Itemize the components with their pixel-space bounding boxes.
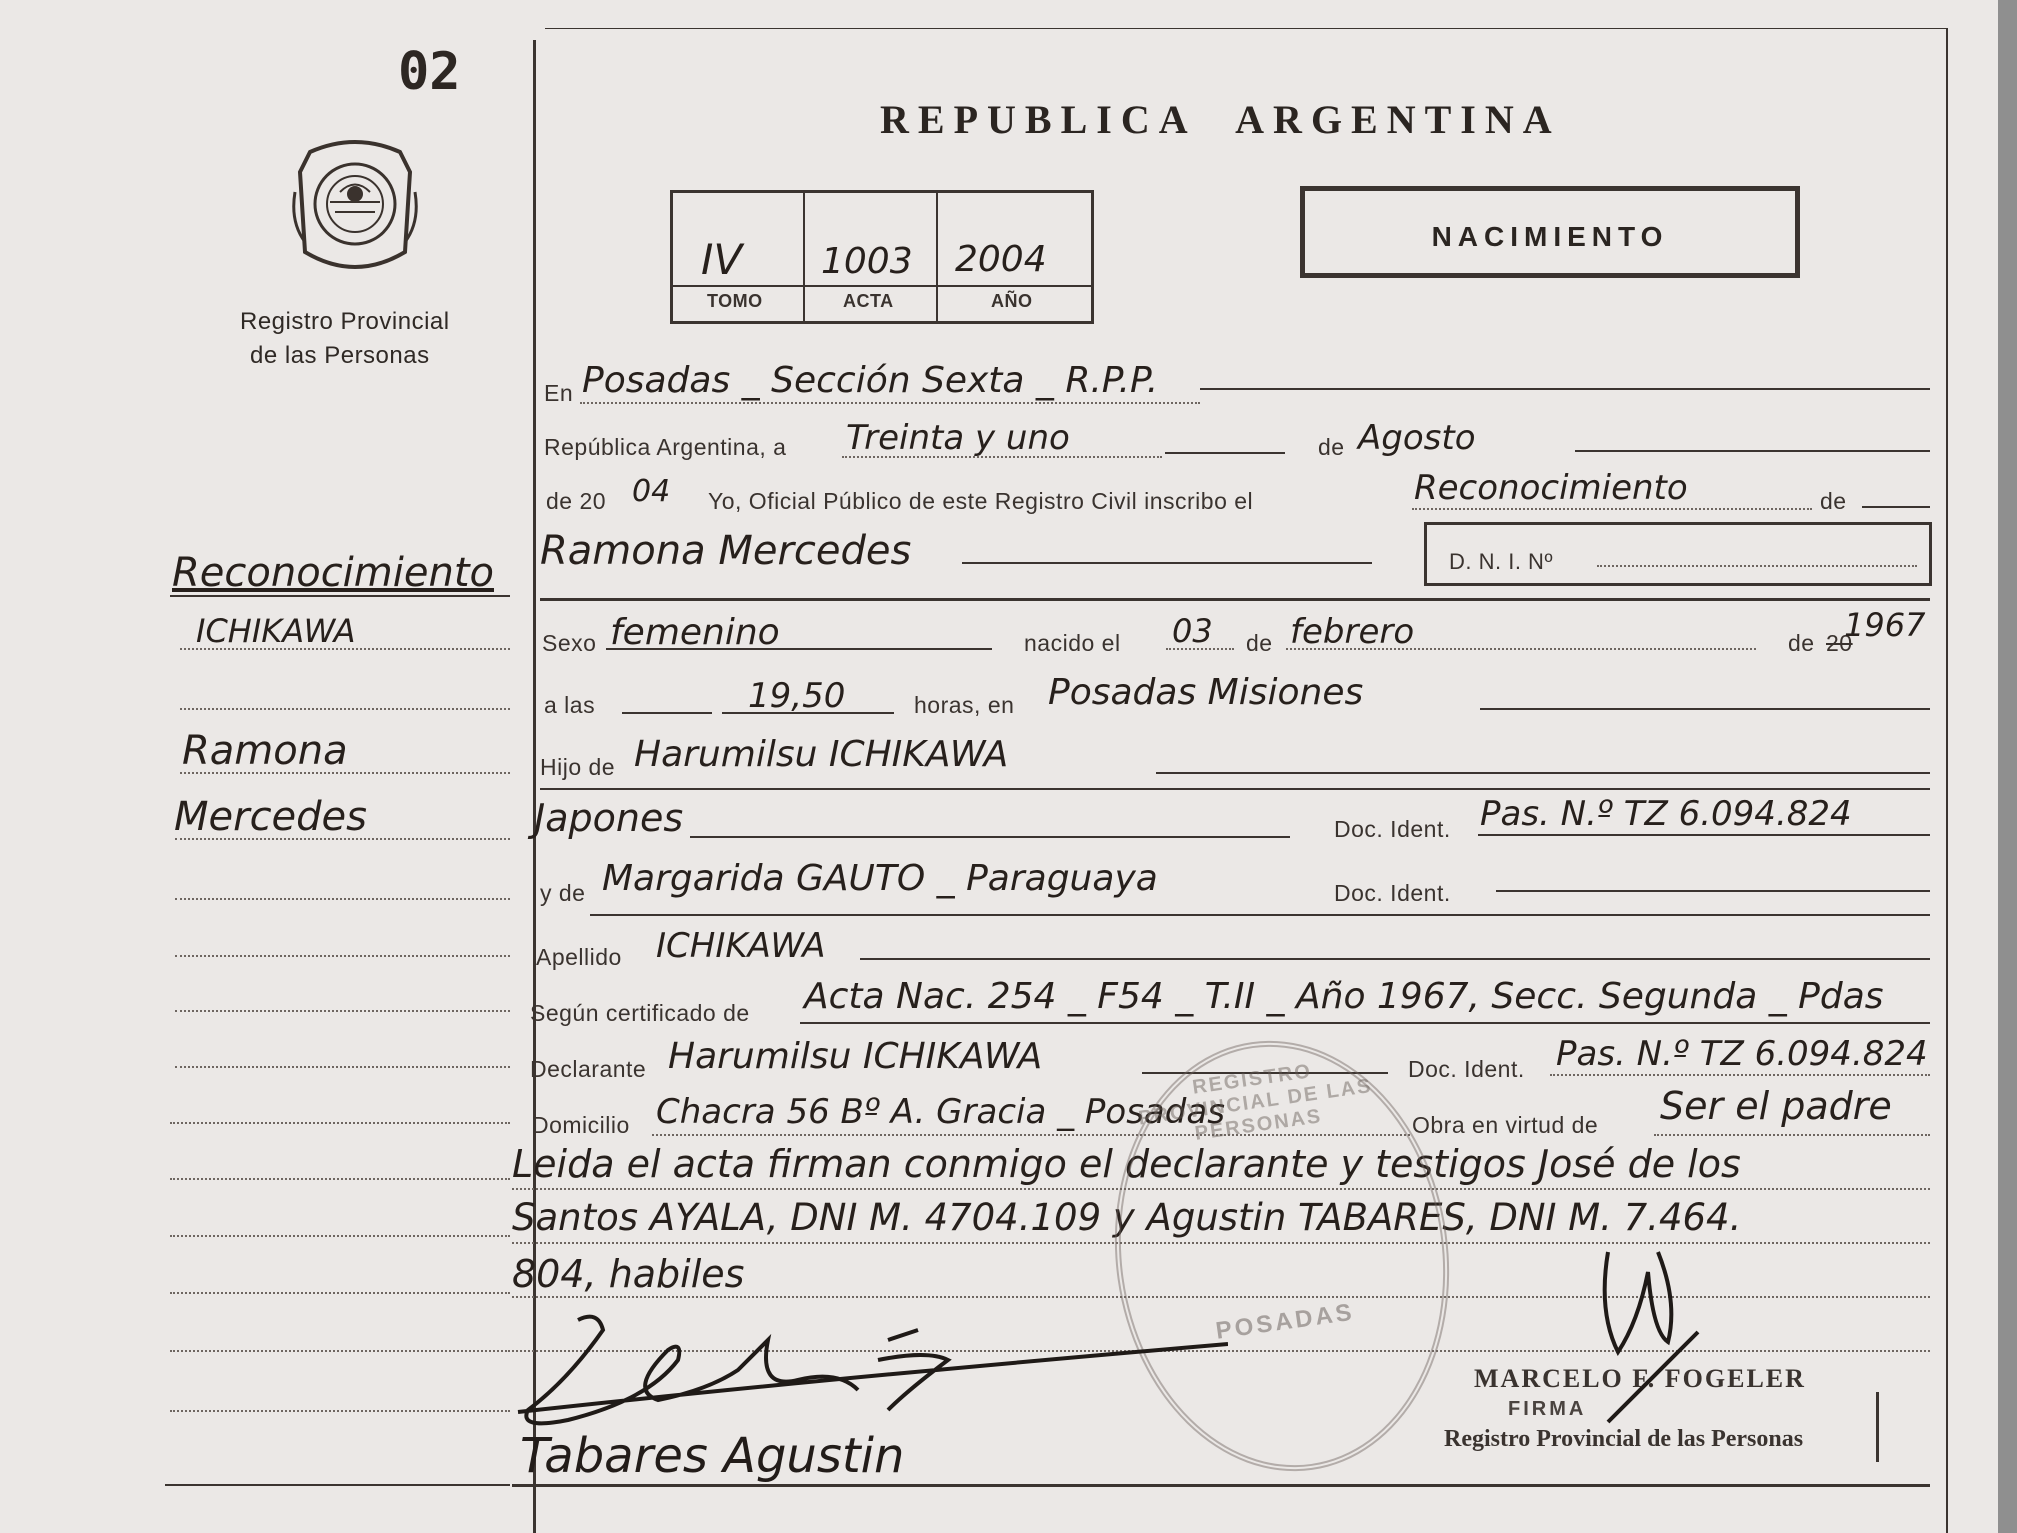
entry-sex: femenino [610,612,780,653]
entry-father: Harumilsu ICHIKAWA [634,734,1009,775]
margin-name2: Mercedes [174,794,368,840]
top-border [545,28,1946,29]
label-dni: D. N. I. Nº [1449,549,1553,574]
label-de-20: de 20 [546,488,607,514]
registry-name-line2: de las Personas [250,342,430,369]
body-line-1: Leida el acta firman conmigo el declarante y testigos José de los [512,1142,1741,1186]
label-year-prefix: 20 [1826,630,1853,656]
entry-birth-month: febrero [1290,612,1415,652]
tomo-value: IV [701,235,743,284]
tomo-label: TOMO [707,291,763,311]
entry-address: Chacra 56 Bº A. Gracia _ Posadas [656,1092,1225,1132]
entry-father-doc: Pas. N.º TZ 6.094.824 [1480,794,1852,834]
label-republica: República Argentina, a [544,434,787,460]
entry-declarant: Harumilsu ICHIKAWA [668,1036,1043,1077]
entry-day: Treinta y uno [846,418,1070,458]
body-line-2: Santos AYALA, DNI M. 4704.109 y Agustin TABARES, DNI M. 7.464. [512,1196,1742,1239]
entry-birth-place: Posadas Misiones [1048,672,1364,713]
country-title: REPUBLICA ARGENTINA [880,97,1561,142]
label-de-act: de [1820,488,1847,514]
witness-signature: Tabares Agustin [520,1428,905,1484]
label-yo: Yo, Oficial Público de este Registro Civil inscribo el [708,488,1254,514]
official-org: Registro Provincial de las Personas [1444,1426,1804,1452]
entry-act-type: Reconocimiento [1414,468,1688,508]
label-segun: Según certificado de [530,1000,750,1026]
label-a-las: a las [544,692,596,718]
entry-birth-year: 1967 [1844,606,1926,644]
official-title: FIRMA [1508,1398,1587,1420]
official-signature-icon [1588,1232,1718,1432]
label-apellido: Apellido [536,944,622,970]
entry-birth-time: 19,50 [748,676,846,716]
dni-box [1424,522,1932,586]
entry-reason: Ser el padre [1660,1084,1892,1128]
stamp-ring-text: REGISTRO PROVINCIAL DE LAS PERSONAS [1137,1060,1374,1145]
margin-name1: Ramona [182,728,348,774]
entry-month: Agosto [1358,418,1476,458]
record-type-box [1300,186,1800,278]
entry-surname: ICHIKAWA [656,926,826,966]
label-en: En [544,380,574,406]
record-type-label: NACIMIENTO [1431,221,1669,252]
ano-label: AÑO [991,291,1033,311]
province-seal-icon [290,132,420,282]
label-doc-ident-declarant: Doc. Ident. [1408,1056,1525,1082]
margin-surname: ICHIKAWA [196,612,356,650]
entry-certificate: Acta Nac. 254 _ F54 _ T.II _ Año 1967, Secc. Segunda _ Pdas [804,976,1884,1017]
label-declarante: Declarante [530,1056,647,1082]
ano-value: 2004 [955,239,1047,280]
label-hijo: Hijo de [540,754,616,780]
entry-mother: Margarida GAUTO _ Paraguaya [602,858,1158,899]
acta-value: 1003 [821,241,913,282]
entry-birth-day: 03 [1172,612,1213,650]
entry-father-nationality: Japones [534,796,684,840]
registry-name-line1: Registro Provincial [240,308,450,335]
body-line-3: 804, habiles [512,1252,745,1296]
margin-title: Reconocimiento [172,550,494,596]
entry-declarant-doc: Pas. N.º TZ 6.094.824 [1556,1034,1928,1074]
label-de-year: de [1788,630,1815,656]
label-sexo: Sexo [542,630,597,656]
right-border [1946,28,1948,1533]
label-obra: Obra en virtud de [1412,1112,1599,1138]
label-de-birth-month: de [1246,630,1273,656]
label-de-month: de [1318,434,1345,460]
label-doc-ident-mother: Doc. Ident. [1334,880,1451,906]
entry-place: Posadas _ Sección Sexta _ R.P.P. [582,360,1159,401]
official-name: MARCELO F. FOGELER [1474,1364,1806,1393]
volume-table [670,190,1094,324]
acta-label: ACTA [843,291,894,311]
stamp-center-text: POSADAS [1214,1298,1357,1345]
entry-year-suffix: 04 [632,474,671,509]
label-y-de: y de [540,880,586,906]
label-domicilio: Domicilio [532,1112,630,1138]
entry-subject: Ramona Mercedes [540,528,912,574]
label-doc-ident-father: Doc. Ident. [1334,816,1451,842]
label-nacido: nacido el [1024,630,1121,656]
page-number: 02 [398,42,461,102]
label-horas: horas, en [914,692,1015,718]
